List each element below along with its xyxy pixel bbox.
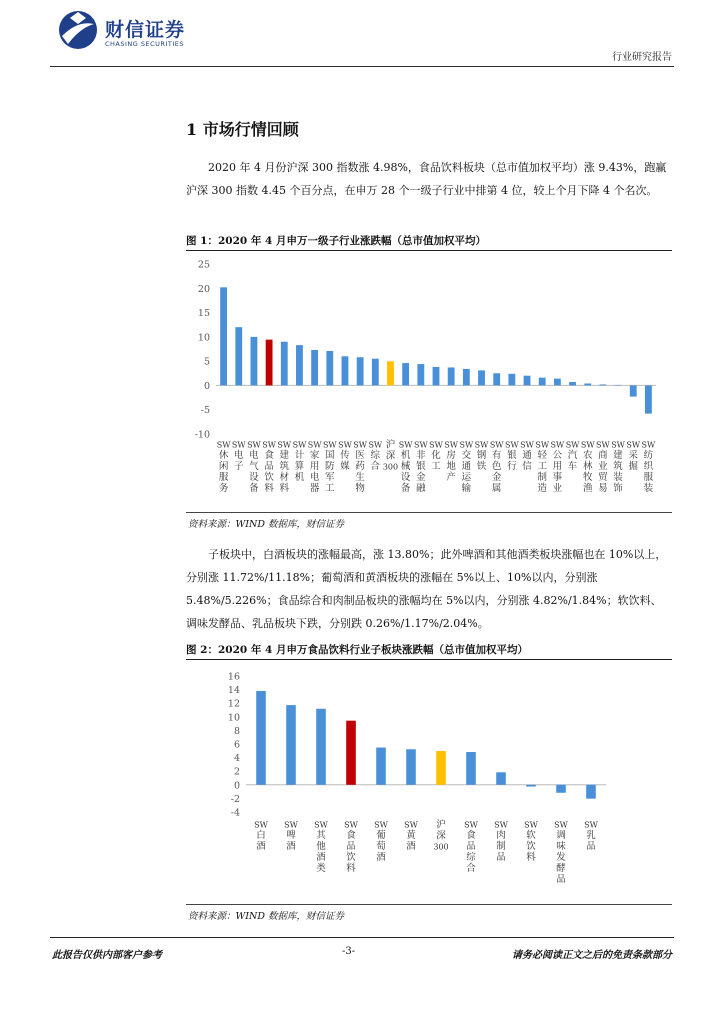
y-tick-label: -5 xyxy=(200,405,210,417)
figure1-source: 资料来源：WIND 数据库，财信证券 xyxy=(188,519,344,530)
bar-SW啤酒 xyxy=(286,705,296,785)
category-label: SW 汽车 xyxy=(565,440,580,472)
bar-SW食品综合 xyxy=(466,752,476,785)
y-tick-label: 14 xyxy=(227,685,240,697)
figure1-top-rule xyxy=(186,250,672,251)
report-type-label: 行业研究报告 xyxy=(612,52,672,63)
category-label: SW 建筑装饰 xyxy=(611,440,625,494)
bar-沪深300 xyxy=(387,361,394,385)
bar-SW建筑装饰 xyxy=(615,385,622,386)
category-label: SW 公用事业 xyxy=(550,440,565,494)
y-tick-label: 10 xyxy=(197,332,210,344)
header-divider xyxy=(50,66,674,67)
figure1-bottom-rule xyxy=(186,512,672,513)
bar-SW农林牧渔 xyxy=(584,383,591,385)
category-label: SW 轻工制造 xyxy=(535,440,550,494)
category-label: SW 肉制品 xyxy=(494,820,508,863)
category-label: SW 银行 xyxy=(505,440,519,472)
y-tick-label: 20 xyxy=(197,283,210,295)
category-label: SW 综合 xyxy=(368,440,383,472)
y-tick-label: 10 xyxy=(227,712,240,724)
category-label: 沪深 300 xyxy=(382,439,399,472)
bar-SW白酒 xyxy=(256,691,266,785)
category-label: SW 机械设备 xyxy=(398,440,413,494)
company-logo xyxy=(58,10,218,50)
category-label: SW 医药生物 xyxy=(353,440,367,494)
paragraph-subsector-review: 子板块中，白酒板块的涨幅最高，涨 13.80%；此外啤酒和其他酒类板块涨幅也在 10%以上，分别涨 11.72%/11.18%；葡萄酒和黄酒板块的涨幅在 5%以上、10%以内，分别涨 5.48%/5.226%；食品综合和肉制品板块的涨幅均在 5%以内，分别涨 4.82%/1.84%；软饮料、调味发酵品、乳品板块下跌，分别跌 0.26%/1.17%/2.04%。 xyxy=(186,548,667,630)
figure2-caption: 图 2：2020 年 4 月申万食品饮料行业子板块涨跌幅（总市值加权平均） xyxy=(186,644,528,656)
bar-SW传媒 xyxy=(342,356,349,385)
y-tick-label: 0 xyxy=(203,380,210,392)
y-tick-label: 4 xyxy=(233,753,240,765)
category-label: SW 农林牧渔 xyxy=(580,440,595,494)
bar-SW家用电器 xyxy=(311,350,318,385)
bar-SW纺织服装 xyxy=(645,385,652,413)
bar-SW黄酒 xyxy=(406,749,416,785)
bar-SW食品饮料 xyxy=(346,721,356,785)
footer-disclaimer-left: 此报告仅供内部客户参考 xyxy=(52,950,162,961)
logo-chinese-name: 财信证券 xyxy=(105,19,186,41)
bar-SW乳品 xyxy=(586,785,596,799)
category-label: SW 其他酒类 xyxy=(314,820,328,874)
category-label: SW 啤酒 xyxy=(284,820,298,852)
bar-SW银行 xyxy=(508,374,515,386)
bar-SW通信 xyxy=(524,376,531,386)
y-tick-label: 15 xyxy=(197,308,210,320)
bar-SW电子 xyxy=(235,327,242,385)
category-label: SW 葡萄酒 xyxy=(374,820,388,863)
category-label: SW 软饮料 xyxy=(524,820,538,863)
subsector-returns-bar-chart xyxy=(186,662,672,904)
figure1-caption: 图 1：2020 年 4 月申万一级子行业涨跌幅（总市值加权平均） xyxy=(186,235,486,247)
category-label: SW 计算机 xyxy=(292,440,307,483)
category-label: SW 交通运输 xyxy=(459,440,474,494)
y-tick-label: -10 xyxy=(194,429,210,441)
category-label: SW 食品综合 xyxy=(464,820,478,874)
category-label: SW 房地产 xyxy=(444,440,459,483)
bar-SW综合 xyxy=(372,359,379,386)
category-label: SW 通信 xyxy=(520,440,534,472)
y-tick-label: 16 xyxy=(227,671,240,683)
bar-SW建筑材料 xyxy=(281,342,288,386)
figure2-source: 资料来源：WIND 数据库，财信证券 xyxy=(188,911,344,922)
category-label: SW 建筑材料 xyxy=(277,440,292,494)
page-number: -3- xyxy=(342,946,356,957)
category-label: 沪深 300 xyxy=(433,819,449,852)
bar-SW汽车 xyxy=(569,382,576,385)
category-label: SW 食品饮料 xyxy=(344,820,358,874)
category-label: SW 休闲服务 xyxy=(216,440,231,494)
category-label: SW 非银金融 xyxy=(413,440,428,494)
bar-SW采掘 xyxy=(630,385,637,396)
y-tick-label: 2 xyxy=(233,766,240,778)
bar-SW房地产 xyxy=(448,367,455,385)
bar-SW机械设备 xyxy=(402,363,409,385)
y-tick-label: 12 xyxy=(227,698,240,710)
category-label: SW 采掘 xyxy=(626,440,641,472)
y-tick-label: 25 xyxy=(197,259,210,271)
section-title: 1 市场行情回顾 xyxy=(186,120,299,139)
category-label: SW 国防军工 xyxy=(322,440,337,494)
bar-SW软饮料 xyxy=(526,785,536,787)
category-label: SW 乳品 xyxy=(584,820,598,852)
bar-SW钢铁 xyxy=(478,370,485,385)
figure2-top-rule xyxy=(186,659,672,660)
y-tick-label: 5 xyxy=(203,356,210,368)
logo-emblem-icon xyxy=(58,10,98,50)
bar-SW交通运输 xyxy=(463,369,470,386)
figure2-chart xyxy=(186,662,672,904)
category-label: SW 电气设备 xyxy=(247,440,261,494)
bar-SW有色金属 xyxy=(493,373,500,385)
footer-disclaimer-right: 请务必阅读正文之后的免责条款部分 xyxy=(512,950,672,961)
bar-SW调味发酵品 xyxy=(556,785,566,793)
category-label: SW 纺织服装 xyxy=(641,440,656,494)
paragraph-market-review: 2020 年 4 月份沪深 300 指数涨 4.98%，食品饮料板块（总市值加权平均）涨 9.43%，跑赢沪深 300 指数 4.45 个百分点，在申万 28 个一级子行业中排第 4 位，较上个月下降 4 个名次。 xyxy=(186,161,667,197)
y-tick-label: 6 xyxy=(233,739,240,751)
category-label: SW 传媒 xyxy=(338,440,352,472)
y-tick-label: 0 xyxy=(233,780,240,792)
category-label: SW 商业贸易 xyxy=(596,440,610,494)
bar-SW电气设备 xyxy=(251,337,258,386)
bar-SW食品饮料 xyxy=(266,340,273,386)
category-label: SW 电子 xyxy=(231,440,246,472)
y-tick-label: -4 xyxy=(230,807,240,819)
category-label: SW 钢铁 xyxy=(474,440,489,472)
category-label: SW 调味发酵品 xyxy=(554,820,568,885)
category-label: SW 黄酒 xyxy=(404,820,418,852)
bar-SW肉制品 xyxy=(496,772,506,785)
industry-returns-bar-chart xyxy=(186,252,672,512)
bar-SW商业贸易 xyxy=(599,384,606,385)
logo-english-name: CHASING SECURITIES xyxy=(105,40,184,48)
y-tick-label: -2 xyxy=(230,793,240,805)
category-label: SW 食品饮料 xyxy=(262,440,276,494)
category-label: SW 家用电器 xyxy=(307,440,322,494)
bar-SW休闲服务 xyxy=(220,287,227,385)
bar-SW医药生物 xyxy=(357,357,364,385)
bar-SW公用事业 xyxy=(554,379,561,386)
category-label: SW 白酒 xyxy=(254,820,268,852)
bar-沪深300 xyxy=(436,751,446,785)
bar-SW葡萄酒 xyxy=(376,748,386,785)
bar-SW非银金融 xyxy=(417,364,424,385)
bar-SW计算机 xyxy=(296,345,303,385)
footer-divider xyxy=(50,937,674,938)
figure2-bottom-rule xyxy=(186,904,672,905)
bar-SW其他酒类 xyxy=(316,709,326,785)
figure1-chart xyxy=(186,252,672,512)
bar-SW轻工制造 xyxy=(539,378,546,386)
bar-SW国防军工 xyxy=(326,351,333,385)
bar-SW化工 xyxy=(433,367,440,385)
category-label: SW 有色金属 xyxy=(489,440,504,494)
category-label: SW 化工 xyxy=(429,440,443,472)
y-tick-label: 8 xyxy=(233,725,240,737)
